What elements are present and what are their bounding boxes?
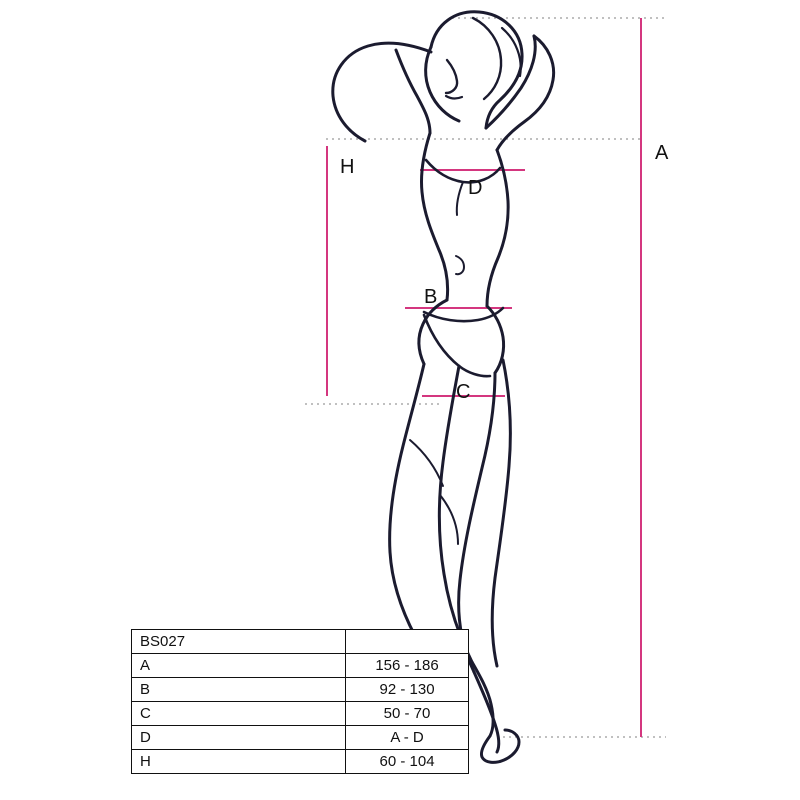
- table-cell-label: H: [132, 750, 346, 774]
- right-leg-front: [459, 373, 495, 672]
- table-cell-value: 50 - 70: [346, 702, 469, 726]
- table-cell-label: BS027: [132, 630, 346, 654]
- table-row: [132, 726, 469, 750]
- sternum-line: [457, 182, 463, 215]
- knee-detail: [440, 495, 458, 544]
- table-cell-label: A: [132, 654, 346, 678]
- right-arm-upper: [486, 36, 535, 128]
- table-cell-value: 60 - 104: [346, 750, 469, 774]
- nose-outline: [446, 60, 457, 93]
- navel: [456, 256, 464, 274]
- table-cell-value: A - D: [346, 726, 469, 750]
- foot-outline: [481, 730, 519, 762]
- left-leg-back: [439, 366, 472, 662]
- table-cell-label: D: [132, 726, 346, 750]
- thigh-detail: [410, 440, 443, 486]
- table-row: [132, 678, 469, 702]
- table-row: [132, 630, 469, 654]
- size-table: [131, 629, 469, 774]
- table-row: [132, 750, 469, 774]
- table-cell-value: 156 - 186: [346, 654, 469, 678]
- dimension-label-h: H: [340, 156, 355, 178]
- dimension-label-d: D: [468, 177, 483, 199]
- torso-right-line: [487, 150, 508, 306]
- face-outline: [426, 47, 459, 121]
- table-row: [132, 654, 469, 678]
- torso-left-line: [421, 133, 447, 300]
- briefs-bottom: [424, 315, 490, 376]
- table-cell-value: 92 - 130: [346, 678, 469, 702]
- table-cell-label: B: [132, 678, 346, 702]
- table-cell-value: [346, 630, 469, 654]
- dimension-label-b: B: [424, 286, 438, 308]
- dimension-label-c: C: [456, 381, 471, 403]
- right-leg-back: [492, 360, 510, 666]
- hair-strand: [473, 18, 501, 99]
- mouth-outline: [446, 96, 462, 98]
- dimension-label-a: A: [655, 142, 669, 164]
- table-cell-label: C: [132, 702, 346, 726]
- table-row: [132, 702, 469, 726]
- bust-line: [426, 160, 500, 182]
- left-leg-front: [390, 364, 424, 645]
